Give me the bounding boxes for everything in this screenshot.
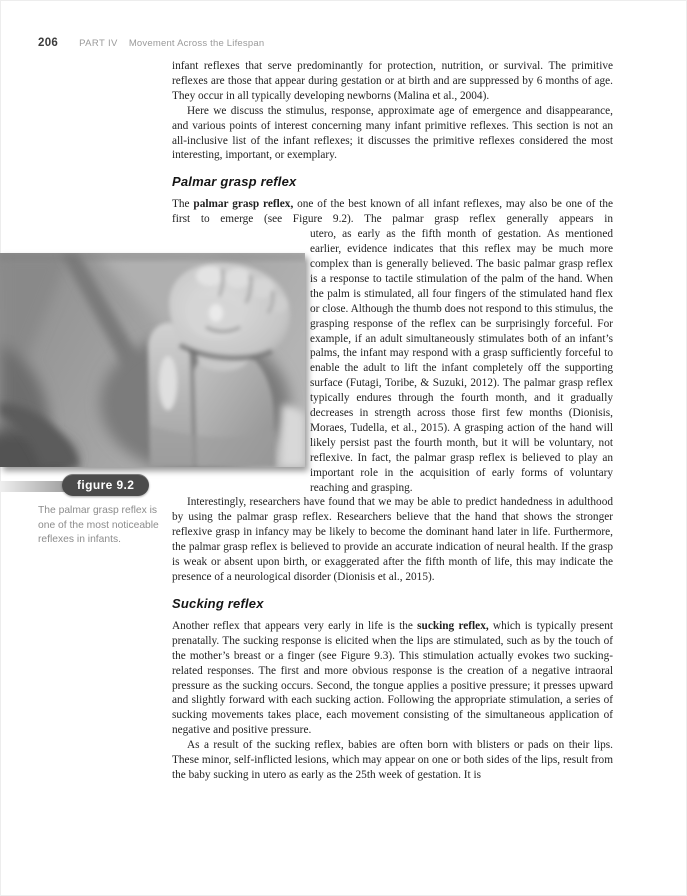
part-label: PART IV	[79, 38, 118, 49]
sucking-p1-post: which is typically present prenatally. The sucking response is elicited when the lips are stimulated, such as by the touch of the mother’s breast or a finger (see Figure 9.3). This stimulation actually evokes two sucking-related responses. The first and more obvious response is the creation of a negative intraoral pressure as the sucking occurs. Second, the tongue applies a positive pressure; it presses upward and slightly forward with each sucking action. Following the appropriate stimulation, a series of sucking movements takes place, each movement consisting of the simultaneous application of negative and positive pressure.	[172, 619, 613, 737]
figure-label-pill: figure 9.2	[62, 474, 149, 496]
part-title: Movement Across the Lifespan	[128, 38, 265, 49]
paragraph-sucking-1	[172, 619, 613, 738]
paragraph-palmar-1-start	[172, 197, 613, 227]
sucking-keyterm: sucking reflex,	[417, 619, 489, 632]
palmar-p1-a: one of the best known of all infant reflexes, may also be one of the first to emerge (see Figure 9.2). The palmar grasp reflex generally appears in	[172, 198, 614, 226]
figure-caption: The palmar grasp reflex is one of the most noticeable reflexes in infants.	[38, 505, 159, 545]
paragraph-intro-1: infant reflexes that serve predominantly for protection, nutrition, or survival. The primitive reflexes are those that appear during gestation or at birth and are suppressed by 6 months of age. They occur in all typically developing newborns (Malina et al., 2004).	[172, 60, 613, 102]
palmar-p1-pre: The	[172, 198, 194, 211]
paragraph-intro-2: Here we discuss the stimulus, response, approximate age of emergence and disappearance, and various points of interest concerning many infant primitive reflexes. This section is not an all-inclusive list of the infant reflexes; it discusses the primitive reflexes considered the most interesting, important, or exemplary.	[172, 104, 613, 162]
section-heading-sucking: Sucking reflex	[172, 595, 264, 611]
palmar-p1-b: utero, as early as the fifth month of gestation. As mentioned earlier, evidence indicates that this reflex may be much more complex than is generally believed. The basic palmar grasp reflex is a response to tactile stimulation of the palm of the hand. When the palm is stimulated, all four fingers of the stimulated hand flex or close. Although the thumb does not respond to this stimulus, the grasping response of the reflex can be surprisingly forceful. For example, if an adult simultaneously stimulates both of an infant’s palms, the infant may respond with a grasp sufficiently forceful to enable the adult to lift the infant completely off the supporting surface (Futagi, Toribe, & Suzuki, 2012). The palmar grasp reflex typically endures through the fourth month, and it gradually decreases in strength across those first few months (Dionisis, Moraes, Tudella, et al., 2015). A grasping action of the hand will likely persist past the fourth month, but it will be voluntary, not reflexive. In fact, the palmar grasp reflex is believed to play an important role in the acquisition of early forms of voluntary reaching and grasping.	[310, 228, 613, 494]
page-number: 206	[38, 37, 59, 49]
section-heading-palmar: Palmar grasp reflex	[172, 174, 297, 190]
running-header	[38, 37, 264, 49]
palmar-keyterm: palmar grasp reflex,	[193, 198, 294, 211]
paragraph-palmar-2: Interestingly, researchers have found that we may be able to predict handedness in adulthood by using the palmar grasp reflex. Researchers believe that the hand that shows the stronger reflexive grasp in infancy may be likely to become the dominant hand later in life. Furthermore, the palmar grasp reflex is believed to provide an accurate indication of neural health. If the grasp is weak or absent upon birth, or exaggerated after the fifth month of life, this may indicate the presence of a neurological disorder (Dionisis et al., 2015).	[172, 496, 613, 583]
paragraph-sucking-2: As a result of the sucking reflex, babies are often born with blisters or pads on their lips. These minor, self-inflicted lesions, which may appear on one or both sides of the lips, result from the baby sucking in utero as early as the 25th week of gestation. It is	[172, 739, 613, 781]
sucking-p1-pre: Another reflex that appears very early in life is the	[172, 619, 418, 632]
figure-photo-baby-grasp	[0, 253, 305, 467]
